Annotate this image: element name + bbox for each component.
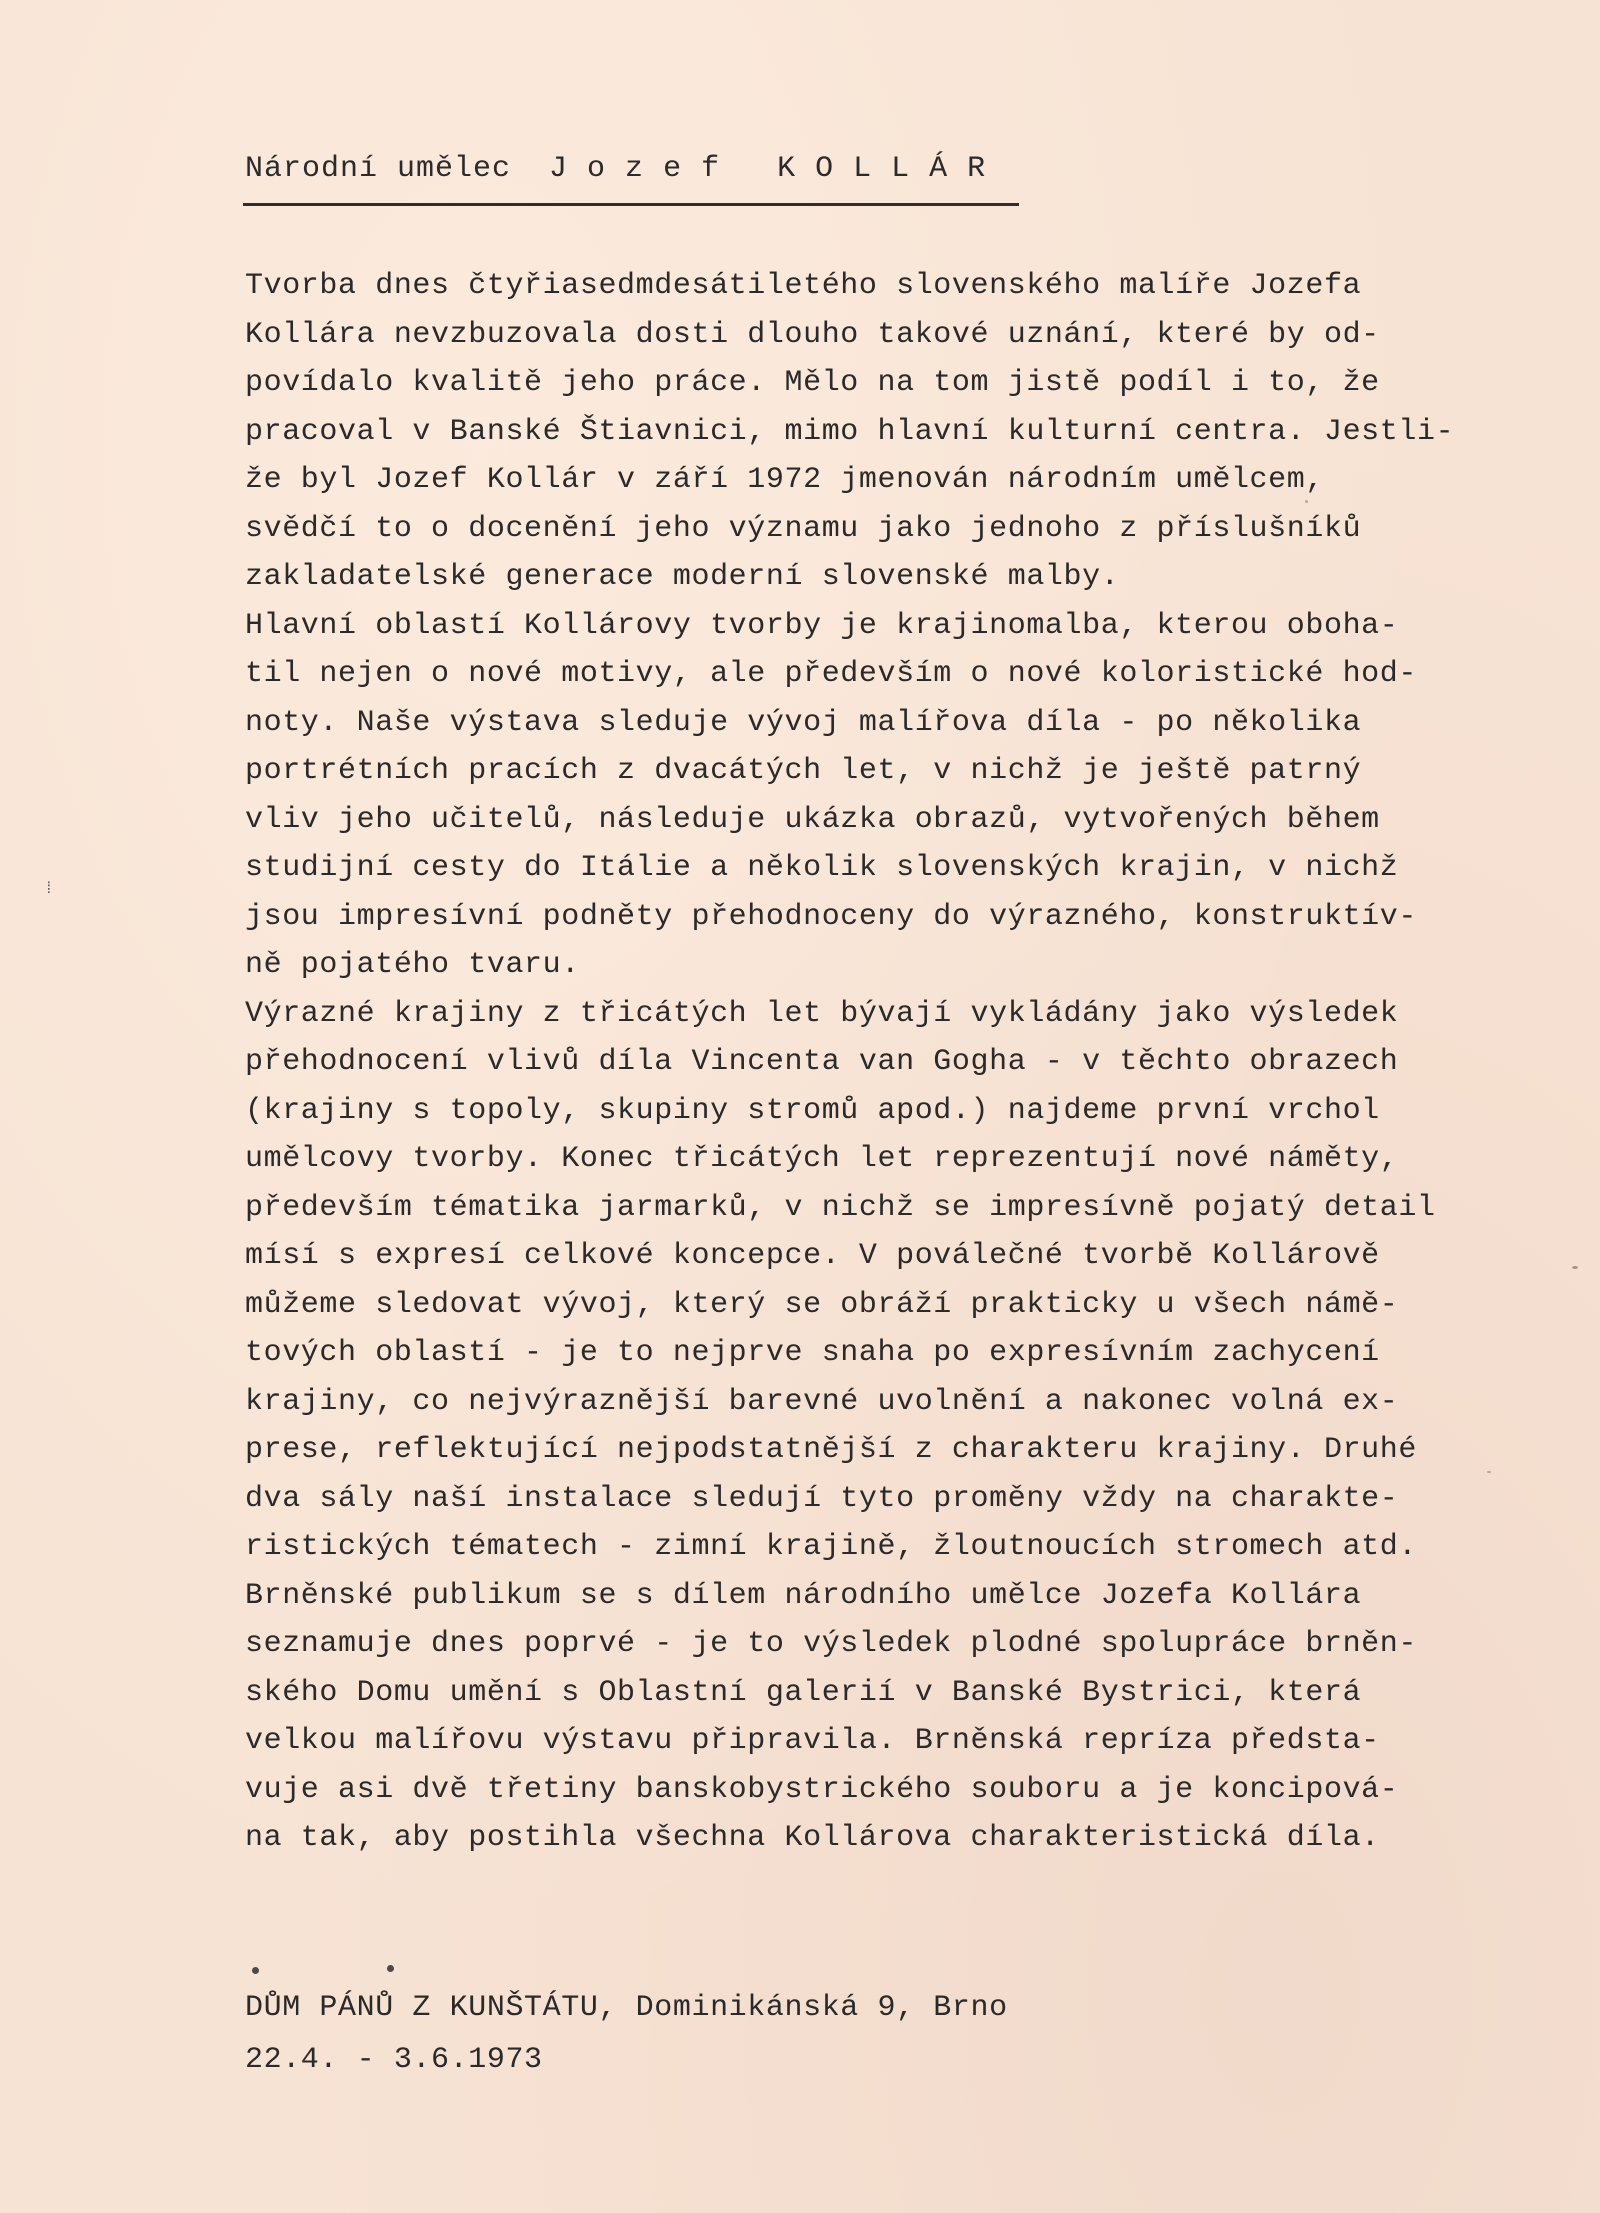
text-line: dva sály naší instalace sledují tyto proměny vždy na charakte- [245,1481,1399,1516]
text-line: zakladatelské generace moderní slovenské malby. [245,560,1120,594]
text-line: seznamuje dnes poprvé - je to výsledek plodné spolupráce brněn- [245,1627,1417,1661]
text-line: Tvorba dnes čtyřiasedmdesátiletého slovenského malíře Jozefa [245,269,1362,303]
text-line: Výrazné krajiny z třicátých let bývají vykládány jako výsledek [245,996,1399,1031]
ink-speck [1572,1266,1578,1269]
text-line: pracoval v Banské Štiavnici, mimo hlavní kulturní centra. Jestli- [245,414,1455,449]
margin-mark: ⁞ [44,880,54,898]
text-line: svědčí to o docenění jeho významu jako jednoho z příslušníků [245,511,1362,546]
text-line: tových oblastí - je to nejprve snaha po expresívním zachycení [245,1336,1380,1370]
body-text [245,262,1545,1863]
text-line: mísí s expresí celkové koncepce. V poválečné tvorbě Kollárově [245,1239,1380,1273]
text-line: noty. Naše výstava sleduje vývoj malířova díla - po několika [245,705,1362,740]
text-line: velkou malířovu výstavu připravila. Brněnská repríza předsta- [245,1724,1380,1758]
text-line: především tématika jarmarků, v nichž se impresívně pojatý detail [245,1190,1436,1225]
text-line: portrétních pracích z dvacátých let, v nichž je ještě patrný [245,754,1362,788]
dates-line: 22.4. - 3.6.1973 [245,2043,543,2077]
text-line: Hlavní oblastí Kollárovy tvorby je krajinomalba, kterou oboha- [245,608,1399,643]
footer [245,1982,1008,2086]
ink-speck [1487,1471,1491,1473]
title-underline [243,203,1019,206]
text-line: studijní cesty do Itálie a několik slovenských krajin, v nichž [245,851,1399,885]
ink-speck [1305,500,1308,503]
text-line: Kollára nevzbuzovala dosti dlouho takové uznání, které by od- [245,317,1380,352]
text-line: na tak, aby postihla všechna Kollárova charakteristická díla. [245,1821,1380,1855]
text-line: ristických tématech - zimní krajině, žloutnoucích stromech atd. [245,1530,1417,1564]
text-line: jsou impresívní podněty přehodnoceny do výrazného, konstruktív- [245,899,1417,934]
text-line: ně pojatého tvaru. [245,948,580,982]
text-line: ského Domu umění s Oblastní galerií v Banské Bystrici, která [245,1675,1362,1710]
venue-line: DŮM PÁNŮ Z KUNŠTÁTU, Dominikánská 9, Brno [245,1991,1008,2025]
ink-speck [252,1967,259,1974]
text-line: povídalo kvalitě jeho práce. Mělo na tom jistě podíl i to, že [245,366,1380,400]
text-line: můžeme sledovat vývoj, který se obráží prakticky u všech námě- [245,1287,1399,1322]
document-title: Národní umělec J o z e f K O L L Á R [245,152,987,186]
text-line: vuje asi dvě třetiny banskobystrického souboru a je koncipová- [245,1772,1399,1807]
text-line: vliv jeho učitelů, následuje ukázka obrazů, vytvořených během [245,802,1380,837]
text-line: umělcovy tvorby. Konec třicátých let reprezentují nové náměty, [245,1142,1399,1176]
text-line: přehodnocení vlivů díla Vincenta van Gogha - v těchto obrazech [245,1045,1399,1079]
text-line: Brněnské publikum se s dílem národního umělce Jozefa Kollára [245,1578,1362,1613]
text-line: (krajiny s topoly, skupiny stromů apod.) najdeme první vrchol [245,1093,1380,1128]
text-line: til nejen o nové motivy, ale především o nové koloristické hod- [245,657,1417,691]
text-line: že byl Jozef Kollár v září 1972 jmenován národním umělcem, [245,463,1324,497]
text-line: krajiny, co nejvýraznější barevné uvolnění a nakonec volná ex- [245,1384,1399,1419]
ink-speck [387,1965,394,1972]
text-line: prese, reflektující nejpodstatnější z charakteru krajiny. Druhé [245,1433,1417,1467]
